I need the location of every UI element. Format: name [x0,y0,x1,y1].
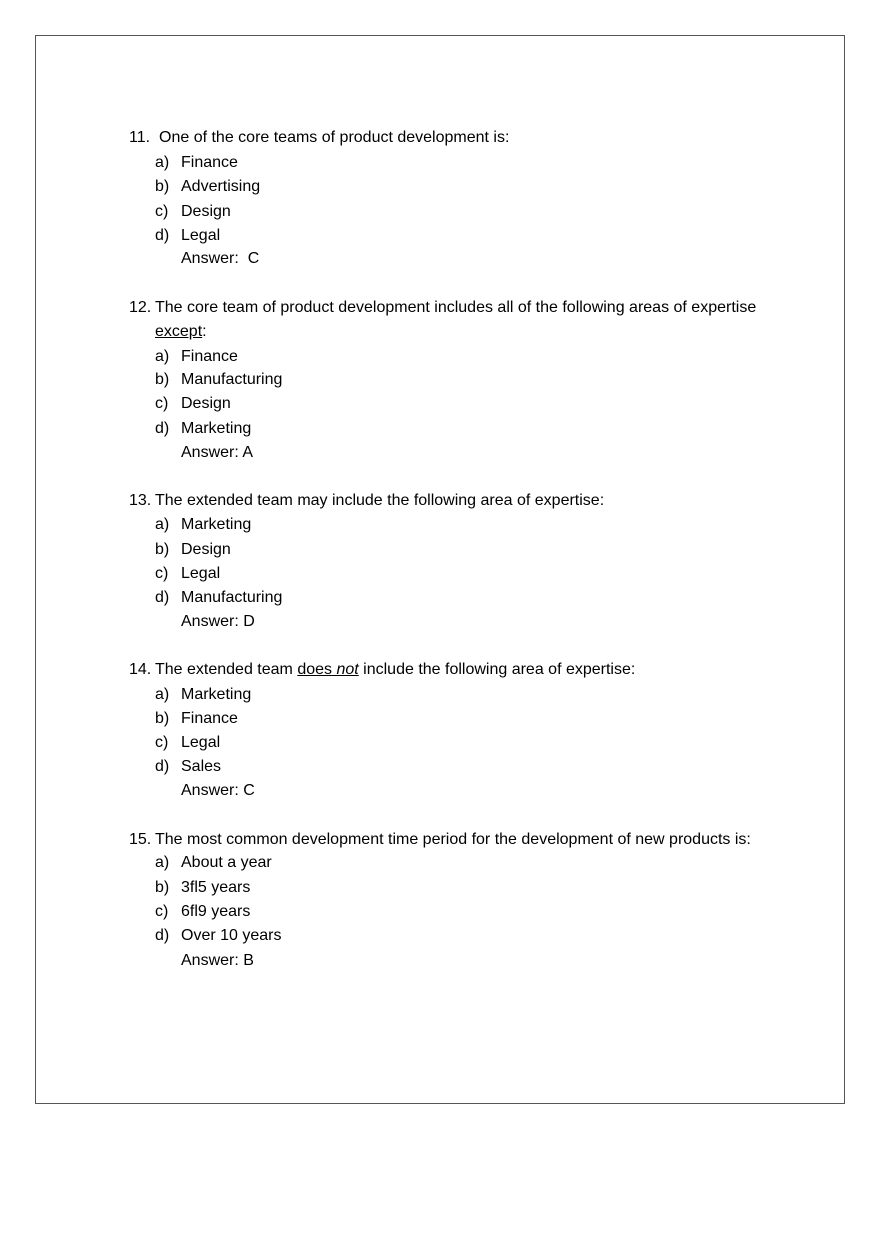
question-number: 12. [129,299,152,316]
option-text: Legal [181,734,221,751]
option-letter: d) [155,927,170,944]
option-text: 6fl9 years [181,903,251,920]
option-letter: d) [155,758,170,775]
option-letter: a) [155,516,170,533]
question-number: 14. [129,661,152,678]
question-number: 15. [129,831,152,848]
option-letter: d) [155,420,170,437]
option-text: Marketing [181,420,252,437]
option-text: 3fl5 years [181,879,251,896]
option-text: Over 10 years [181,927,282,944]
option-text: Manufacturing [181,589,283,606]
option-text: Finance [181,154,238,171]
question-number: 13. [129,492,152,509]
answer-text: Answer: C [181,250,260,267]
option-text: Legal [181,565,221,582]
option-letter: b) [155,710,170,727]
emphasis-does-not [297,661,358,678]
answer-text: Answer: C [181,782,255,799]
option-letter: c) [155,903,169,920]
option-letter: b) [155,371,170,388]
option-letter: b) [155,541,170,558]
emphasis-except: except [155,323,203,340]
option-text: Design [181,541,231,558]
question-text: The extended team may include the following area of expertise: [155,492,605,509]
option-letter: c) [155,395,169,412]
emphasis-not: not [336,661,359,678]
option-text: Marketing [181,516,252,533]
option-letter: a) [155,348,170,365]
question-text: One of the core teams of product development is: [159,129,510,146]
option-letter: b) [155,178,170,195]
option-text: Design [181,395,231,412]
question-text: The core team of product development includes all of the following areas of expertise [155,299,757,316]
option-letter: c) [155,734,169,751]
option-letter: b) [155,879,170,896]
option-text: Marketing [181,686,252,703]
option-text: Design [181,203,231,220]
option-letter: a) [155,854,170,871]
question-text: The most common development time period for the development of new products is: [155,831,751,848]
option-text: About a year [181,854,272,871]
question-text-start: The extended team [155,661,298,678]
question-text-continuation [155,322,207,342]
question-text-tail: : [202,323,207,340]
option-text: Sales [181,758,222,775]
option-letter: c) [155,203,169,220]
option-text: Advertising [181,178,261,195]
question-text-end: include the following area of expertise: [358,661,636,678]
answer-text: Answer: A [181,444,254,461]
option-text: Manufacturing [181,371,283,388]
option-letter: d) [155,589,170,606]
option-text: Finance [181,710,238,727]
question-number: 11. [129,129,151,146]
option-text: Legal [181,227,221,244]
question-text [155,660,635,680]
answer-text: Answer: B [181,952,254,969]
emphasis-does: does [297,661,333,678]
option-letter: a) [155,686,170,703]
option-letter: a) [155,154,170,171]
option-letter: c) [155,565,169,582]
answer-text: Answer: D [181,613,255,630]
option-text: Finance [181,348,238,365]
option-letter: d) [155,227,170,244]
